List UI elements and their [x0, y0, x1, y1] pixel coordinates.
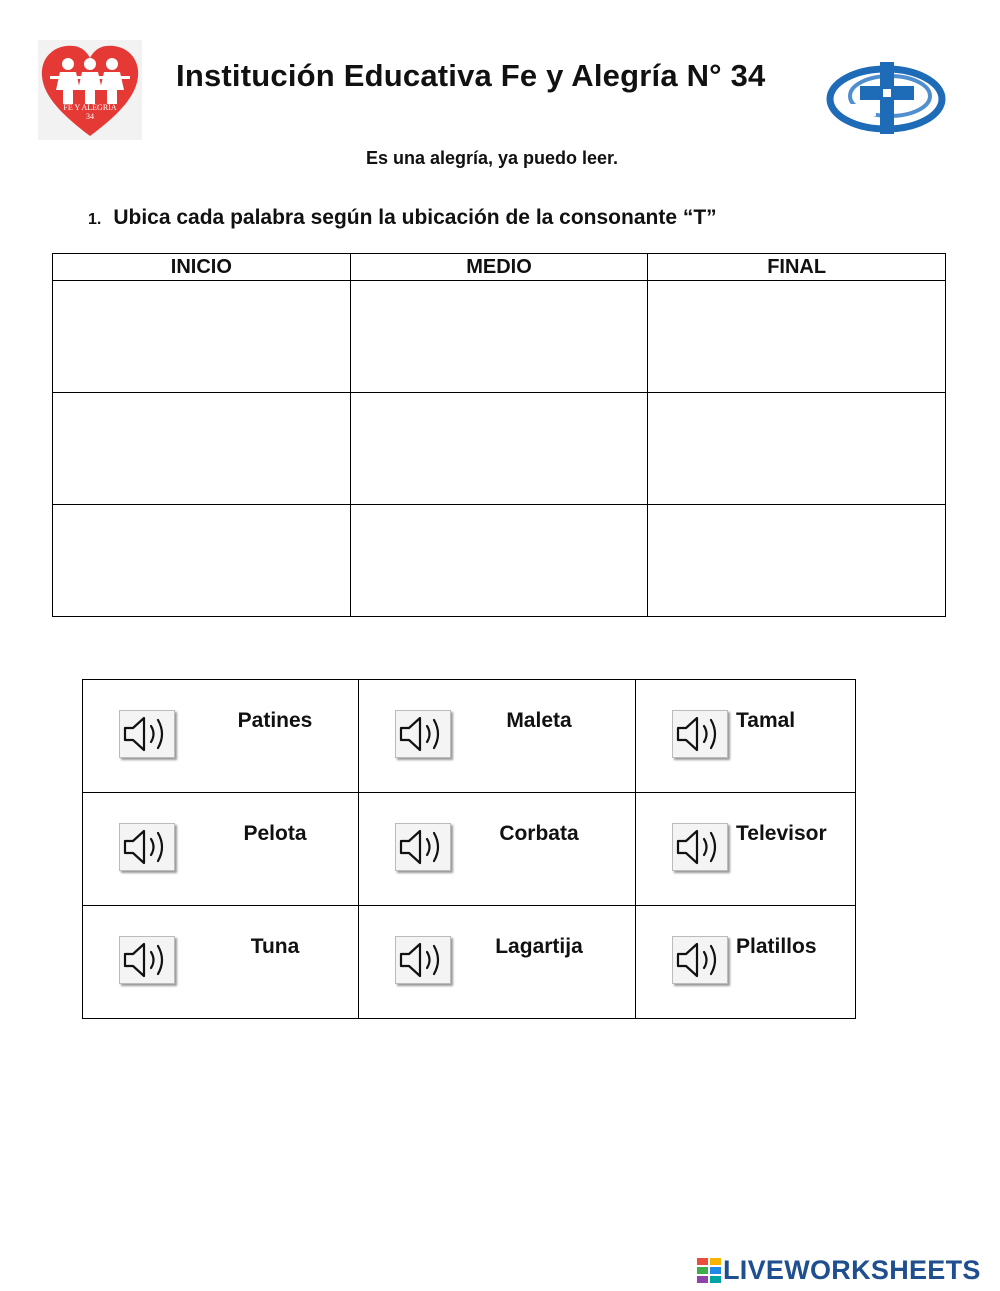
- speaker-icon[interactable]: [119, 936, 175, 984]
- speaker-icon[interactable]: [672, 823, 728, 871]
- word-label: Tamal: [736, 709, 796, 732]
- drop-cell-final[interactable]: [648, 505, 946, 617]
- word-row: [83, 906, 856, 1019]
- speaker-icon[interactable]: [119, 823, 175, 871]
- subtitle: Es una alegría, ya puedo leer.: [365, 148, 619, 168]
- drop-cell-inicio[interactable]: [53, 281, 351, 393]
- sort-table-row: [53, 281, 946, 393]
- speaker-icon[interactable]: [395, 936, 451, 984]
- page-title: Institución Educativa Fe y Alegría N° 34: [176, 58, 766, 93]
- speaker-icon[interactable]: [119, 710, 175, 758]
- word-label: Tuna: [250, 935, 300, 958]
- logo-text: FE Y ALEGRÍA 34: [63, 103, 117, 121]
- column-header-final: FINAL: [648, 254, 946, 281]
- word-label: Platillos: [736, 935, 817, 958]
- word-cell[interactable]: [359, 793, 636, 906]
- word-cell[interactable]: [83, 906, 359, 1019]
- liveworksheets-brand: [697, 1253, 981, 1287]
- sort-table-row: [53, 505, 946, 617]
- speaker-icon[interactable]: [395, 823, 451, 871]
- word-cell[interactable]: [636, 793, 856, 906]
- speaker-icon[interactable]: [672, 936, 728, 984]
- drop-cell-medio[interactable]: [350, 393, 648, 505]
- word-label: Pelota: [243, 822, 307, 845]
- drop-cell-inicio[interactable]: [53, 393, 351, 505]
- column-header-medio: MEDIO: [350, 254, 648, 281]
- word-cell[interactable]: [636, 680, 856, 793]
- speaker-icon[interactable]: [395, 710, 451, 758]
- word-cell[interactable]: [359, 680, 636, 793]
- question-text: Ubica cada palabra según la ubicación de la consonante “T”: [113, 206, 717, 229]
- drop-cell-final[interactable]: [648, 393, 946, 505]
- word-cell[interactable]: [359, 906, 636, 1019]
- column-header-inicio: INICIO: [53, 254, 351, 281]
- word-label: Corbata: [499, 822, 579, 845]
- sort-table-row: [53, 393, 946, 505]
- speaker-icon[interactable]: [672, 710, 728, 758]
- drop-cell-medio[interactable]: [350, 281, 648, 393]
- drop-cell-medio[interactable]: [350, 505, 648, 617]
- liveworksheets-logo-icon: [697, 1257, 721, 1283]
- word-label: Televisor: [736, 822, 827, 845]
- word-cell[interactable]: [83, 680, 359, 793]
- word-cell[interactable]: [636, 906, 856, 1019]
- question-1: [88, 206, 717, 230]
- word-label: Maleta: [506, 709, 572, 732]
- drop-cell-inicio[interactable]: [53, 505, 351, 617]
- question-number: 1.: [88, 211, 102, 228]
- word-cell[interactable]: [83, 793, 359, 906]
- brand-name: LIVEWORKSHEETS: [723, 1254, 981, 1285]
- word-label: Lagartija: [495, 935, 583, 958]
- sort-table-header-row: [53, 254, 946, 281]
- word-row: [83, 680, 856, 793]
- school-logo-heart: [38, 40, 142, 140]
- word-label: Patines: [237, 709, 313, 732]
- word-row: [83, 793, 856, 906]
- institution-logo-cross: [826, 54, 948, 140]
- word-table: [82, 679, 856, 1019]
- sort-table: [52, 253, 946, 617]
- drop-cell-final[interactable]: [648, 281, 946, 393]
